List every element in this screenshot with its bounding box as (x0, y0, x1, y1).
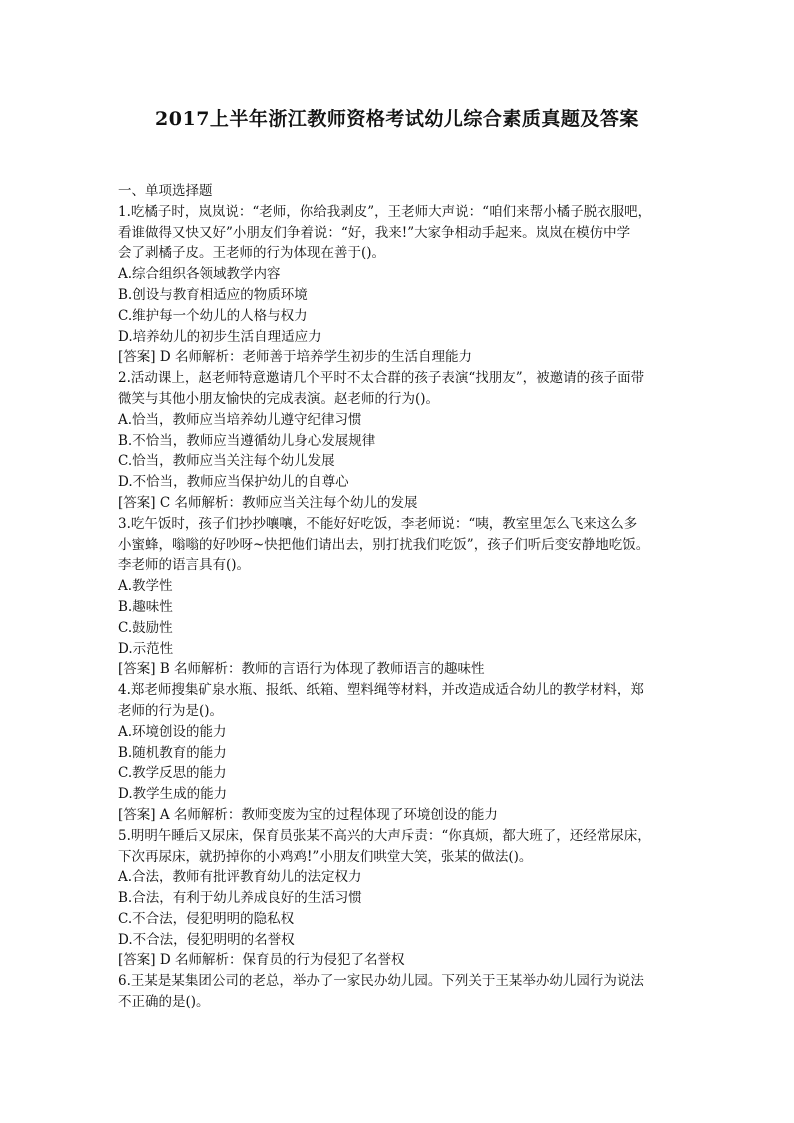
answer-line: [答案] A 名师解析：教师变废为宝的过程体现了环境创设的能力 (118, 806, 498, 823)
option-c: C.鼓励性 (118, 619, 173, 636)
option-a: A.恰当，教师应当培养幼儿遵守纪律习惯 (118, 411, 362, 428)
option-d: D.示范性 (118, 640, 174, 657)
option-b: B.创设与教育相适应的物质环境 (118, 286, 308, 303)
question-stem-line: 不正确的是()。 (118, 994, 210, 1011)
question-stem-line: 3.吃午饭时，孩子们抄抄嚷嚷，不能好好吃饭，李老师说：“咦，教室里怎么飞来这么多 (118, 515, 638, 532)
option-b: B.随机教育的能力 (118, 744, 227, 761)
option-c: C.维护每一个幼儿的人格与权力 (118, 307, 308, 324)
question-stem-line: 看谁做得又快又好”小朋友们争着说：“好，我来!”大家争相动手起来。岚岚在模仿中学 (118, 224, 631, 241)
option-d: D.培养幼儿的初步生活自理适应力 (118, 328, 322, 345)
option-b: B.趣味性 (118, 598, 173, 615)
option-a: A.教学性 (118, 578, 173, 595)
question-stem-line: 4.郑老师搜集矿泉水瓶、报纸、纸箱、塑料绳等材料，并改造成适合幼儿的教学材料，郑 (118, 682, 644, 699)
option-c: C.教学反思的能力 (118, 765, 227, 782)
question-stem-line: 1.吃橘子时，岚岚说：“老师，你给我剥皮”，王老师大声说：“咱们来帮小橘子脱衣服吧， (118, 203, 652, 220)
answer-line: [答案] B 名师解析：教师的言语行为体现了教师语言的趣味性 (118, 661, 485, 678)
answer-line: [答案] D 名师解析：保育员的行为侵犯了名誉权 (118, 952, 405, 969)
option-c: C.恰当，教师应当关注每个幼儿发展 (118, 453, 335, 470)
option-b: B.合法，有利于幼儿养成良好的生活习惯 (118, 890, 362, 907)
document-title: 2017上半年浙江教师资格考试幼儿综合素质真题及答案 (155, 108, 639, 130)
document-body (118, 181, 678, 1013)
question-stem-line: 5.明明午睡后又尿床，保育员张某不高兴的大声斥责：“你真烦，都大班了，还经常尿床， (118, 827, 651, 844)
option-a: A.环境创设的能力 (118, 723, 227, 740)
question-stem-line: 2.活动课上，赵老师特意邀请几个平时不太合群的孩子表演“找朋友”，被邀请的孩子面带 (118, 370, 645, 387)
option-d: D.教学生成的能力 (118, 786, 228, 803)
question-stem-line: 小蜜蜂，嗡嗡的好吵呀~快把他们请出去，别打扰我们吃饭”，孩子们听后变安静地吃饭。 (118, 536, 650, 553)
question-stem-line: 会了剥橘子皮。王老师的行为体现在善于()。 (118, 245, 386, 262)
answer-line: [答案] C 名师解析：教师应当关注每个幼儿的发展 (118, 494, 418, 511)
question-stem-line: 下次再尿床，就扔掉你的小鸡鸡!”小朋友们哄堂大笑，张某的做法()。 (118, 848, 533, 865)
option-c: C.不合法，侵犯明明的隐私权 (118, 910, 295, 927)
question-4 (118, 680, 678, 826)
question-5 (118, 826, 678, 972)
option-b: B.不恰当，教师应当遵循幼儿身心发展规律 (118, 432, 376, 449)
question-2 (118, 368, 678, 514)
question-stem-line: 老师的行为是()。 (118, 702, 224, 719)
question-stem-line: 微笑与其他小朋友愉快的完成表演。赵老师的行为()。 (118, 390, 440, 407)
option-a: A.合法，教师有批评教育幼儿的法定权力 (118, 869, 362, 886)
question-stem-line: 李老师的语言具有()。 (118, 557, 251, 574)
option-d: D.不恰当，教师应当保护幼儿的自尊心 (118, 474, 349, 491)
option-a: A.综合组织各领域教学内容 (118, 266, 281, 283)
section-heading: 一、单项选择题 (118, 183, 213, 199)
question-stem-line: 6.王某是某集团公司的老总，举办了一家民办幼儿园。下列关于王某举办幼儿园行为说法 (118, 973, 644, 990)
question-6 (118, 971, 678, 1013)
option-d: D.不合法，侵犯明明的名誉权 (118, 931, 295, 948)
answer-line: [答案] D 名师解析：老师善于培养学生初步的生活自理能力 (118, 349, 472, 366)
question-1 (118, 202, 678, 368)
question-3 (118, 514, 678, 680)
